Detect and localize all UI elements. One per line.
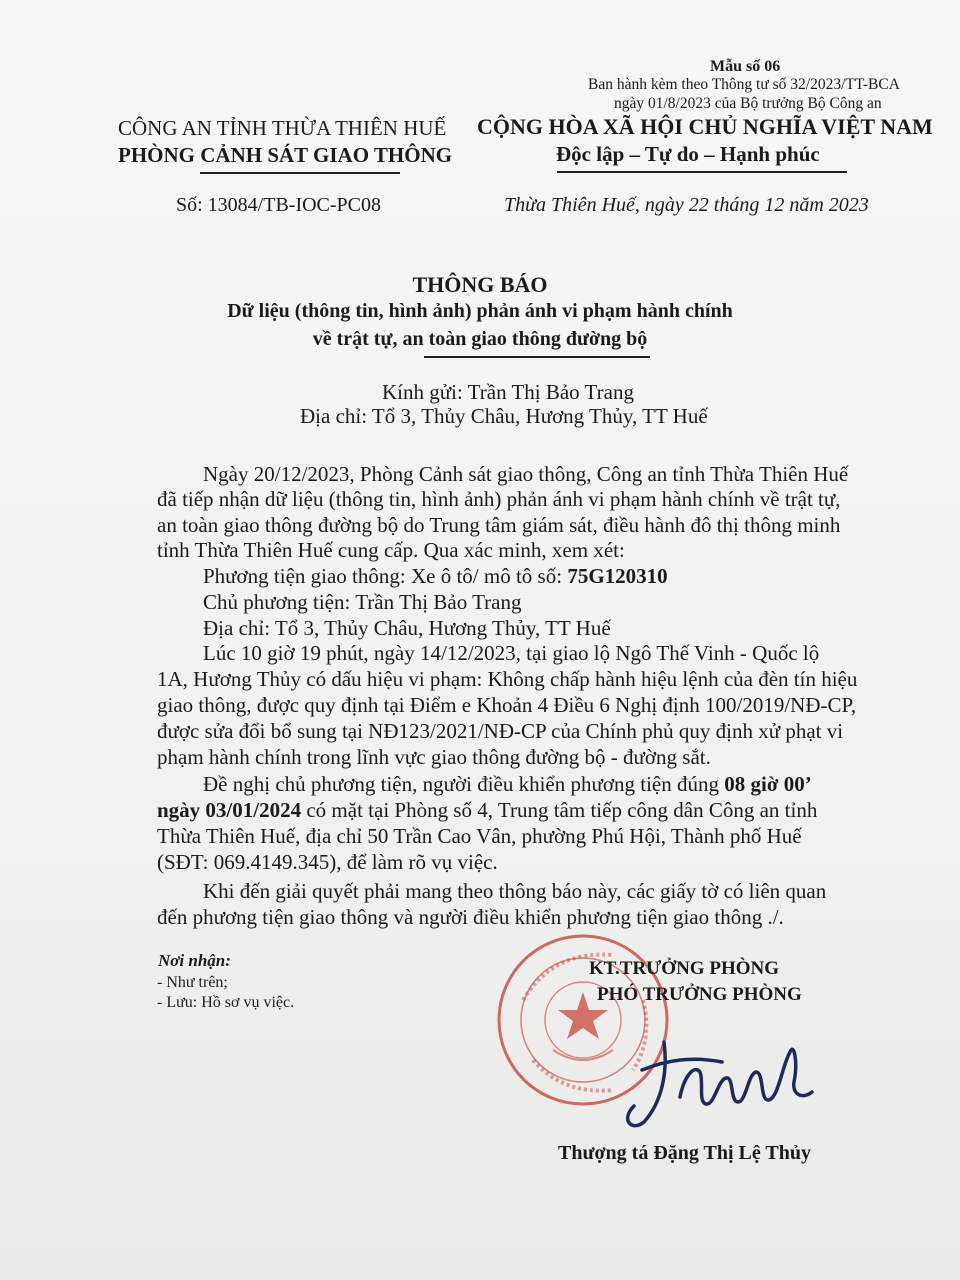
recipient-name: Kính gửi: Trần Thị Bảo Trang <box>382 380 634 404</box>
body-line: an toàn giao thông đường bộ do Trung tâm giám sát, điều hành đô thị thông minh <box>157 513 841 537</box>
agency-unit: PHÒNG CẢNH SÁT GIAO THÔNG <box>118 143 453 167</box>
national-title: CỘNG HÒA XÃ HỘI CHỦ NGHĨA VIỆT NAM <box>477 114 933 139</box>
subtitle-underline <box>424 356 650 358</box>
place-date: Thừa Thiên Huế, ngày 22 tháng 12 năm 2023 <box>504 194 869 216</box>
appointment-time: 08 giờ 00’ <box>724 772 812 796</box>
violation-line: được sửa đổi bổ sung tại NĐ123/2021/NĐ-CP của Chính phủ quy định xử phạt vi <box>157 719 844 743</box>
violation-line: phạm hành chính trong lĩnh vực giao thông đường bộ - đường sắt. <box>157 745 711 769</box>
appointment-date: ngày 03/01/2024 <box>157 798 302 822</box>
vehicle-line <box>203 564 668 589</box>
request-line: (SĐT: 069.4149.345), để làm rõ vụ việc. <box>157 850 498 874</box>
agency-underline <box>200 172 400 174</box>
form-issuance-line-1: Ban hành kèm theo Thông tư số 32/2023/TT-BCA <box>588 76 900 93</box>
national-motto: Độc lập – Tự do – Hạnh phúc <box>556 142 820 166</box>
form-number: Mẫu số 06 <box>710 58 781 75</box>
violation-line: Lúc 10 giờ 19 phút, ngày 14/12/2023, tại giao lộ Ngô Thế Vinh - Quốc lộ <box>203 641 820 665</box>
request-line <box>203 772 812 797</box>
body-line: đã tiếp nhận dữ liệu (thông tin, hình ảnh) phản ánh vi phạm hành chính về trật tự, <box>157 487 841 511</box>
recipient-address: Địa chỉ: Tổ 3, Thủy Châu, Hương Thủy, TT Huế <box>300 404 708 428</box>
vehicle-label: Phương tiện giao thông: Xe ô tô/ mô tô số: <box>203 564 568 588</box>
request-text: Đề nghị chủ phương tiện, người điều khiển phương tiện đúng <box>203 772 725 796</box>
signing-position: PHÓ TRƯỞNG PHÒNG <box>597 984 802 1005</box>
document-subtitle-line-1: Dữ liệu (thông tin, hình ảnh) phản ánh vi phạm hành chính <box>227 300 733 322</box>
violation-line: giao thông, được quy định tại Điểm e Khoản 4 Điều 6 Nghị định 100/2019/NĐ-CP, <box>157 693 857 717</box>
violation-line: 1A, Hương Thủy có dấu hiệu vi phạm: Không chấp hành hiệu lệnh của đèn tín hiệu <box>157 667 858 691</box>
agency-parent: CÔNG AN TỈNH THỪA THIÊN HUẾ <box>118 116 447 140</box>
body-line: Ngày 20/12/2023, Phòng Cảnh sát giao thông, Công an tỉnh Thừa Thiên Huế <box>203 462 849 486</box>
request-line <box>157 798 817 823</box>
plate-number: 75G120310 <box>567 564 668 588</box>
body-line: tỉnh Thừa Thiên Huế cung cấp. Qua xác minh, xem xét: <box>157 538 625 562</box>
request-line: Thừa Thiên Huế, địa chỉ 50 Trần Cao Vân, phường Phú Hội, Thành phố Huế <box>157 824 802 848</box>
recipient-item: - Như trên; <box>157 974 228 991</box>
document-title: THÔNG BÁO <box>412 272 548 297</box>
motto-underline <box>557 171 847 173</box>
request-text: có mặt tại Phòng số 4, Trung tâm tiếp công dân Công an tỉnh <box>301 798 818 822</box>
document-number: Số: 13084/TB-IOC-PC08 <box>176 194 382 216</box>
owner-address-line: Địa chỉ: Tổ 3, Thủy Châu, Hương Thủy, TT Huế <box>203 616 611 640</box>
note-line: đến phương tiện giao thông và người điều khiển phương tiện giao thông ./. <box>157 905 784 929</box>
owner-line: Chủ phương tiện: Trần Thị Bảo Trang <box>203 590 522 614</box>
recipients-heading: Nơi nhận: <box>158 951 231 970</box>
signer-name: Thượng tá Đặng Thị Lệ Thủy <box>558 1142 811 1164</box>
handwritten-signature <box>622 1022 832 1132</box>
note-line: Khi đến giải quyết phải mang theo thông báo này, các giấy tờ có liên quan <box>203 879 827 903</box>
document-subtitle-line-2: về trật tự, an toàn giao thông đường bộ <box>312 328 648 350</box>
form-issuance-line-2: ngày 01/8/2023 của Bộ trưởng Bộ Công an <box>614 95 882 112</box>
recipient-item: - Lưu: Hồ sơ vụ việc. <box>157 994 295 1011</box>
signing-authority: KT.TRƯỞNG PHÒNG <box>589 958 779 979</box>
